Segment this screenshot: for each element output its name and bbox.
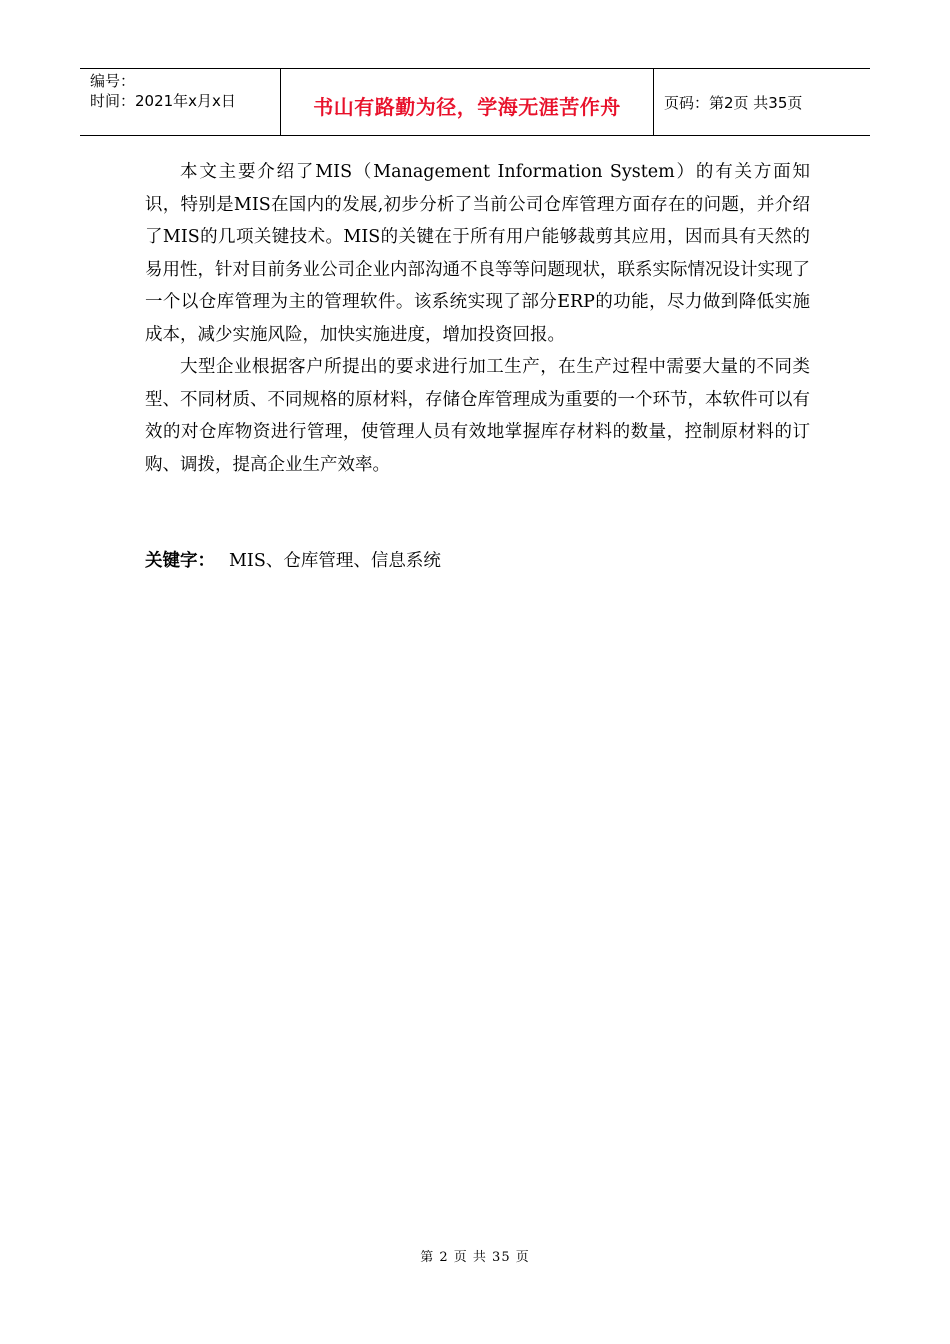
header-page-cell	[654, 69, 870, 135]
page-footer: 第 2 页 共 35 页	[420, 1250, 530, 1265]
paragraph-1: 本文主要介绍了MIS（Management Information System）的有关方面知识，特别是MIS在国内的发展,初步分析了当前公司仓库管理方面存在的问题，并介绍了MIS的几项关键技术。MIS的关键在于所有用户能够裁剪其应用，因而具有天然的易用性，针对目前务业公司企业内部沟通不良等等问题现状，联系实际情况设计实现了一个以仓库管理为主的管理软件。该系统实现了部分ERP的功能，尽力做到降低实施成本，减少实施风险，加快实施进度，增加投资回报。	[145, 162, 810, 345]
number-label: 编号：	[90, 72, 136, 90]
paragraph-2: 大型企业根据客户所提出的要求进行加工生产，在生产过程中需要大量的不同类型、不同材质、不同规格的原材料，存储仓库管理成为重要的一个环节，本软件可以有效的对仓库物资进行管理，使管理人员有效地掌握库存材料的数量，控制原材料的订购、调拨，提高企业生产效率。	[145, 357, 810, 475]
header-meta-cell	[80, 69, 281, 135]
time-label: 时间：2021年x月x日	[90, 92, 236, 110]
keywords-line	[145, 547, 441, 575]
page-info: 页码：第2页 共35页	[664, 93, 803, 112]
keywords-label: 关键字：	[145, 551, 215, 571]
document-header	[80, 68, 870, 136]
abstract-body	[145, 156, 810, 481]
keywords-values: MIS、仓库管理、信息系统	[229, 551, 441, 571]
header-motto-cell	[281, 69, 654, 135]
motto-text: 书山有路勤为径，学海无涯苦作舟	[313, 94, 621, 119]
